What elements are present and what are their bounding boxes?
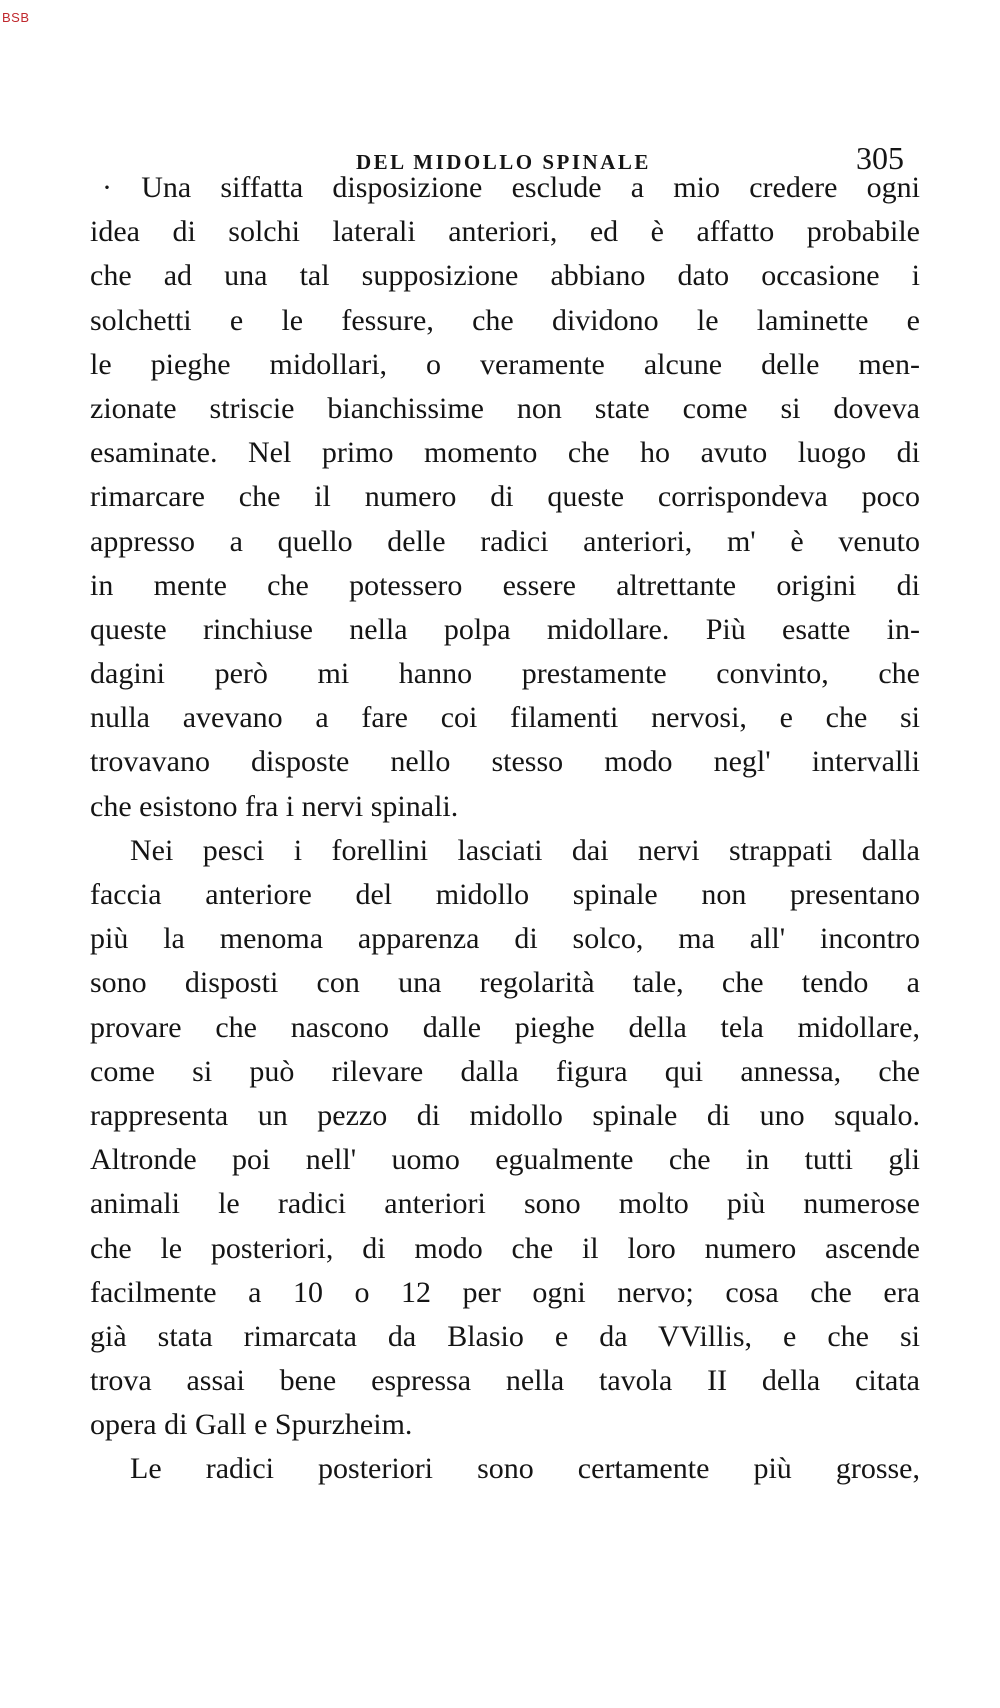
text-line: provare che nascono dalle pieghe della tela midollare, xyxy=(90,1010,920,1044)
text-line: esaminate. Nel primo momento che ho avuto luogo di xyxy=(90,436,920,470)
text-line: nulla avevano a fare coi filamenti nervosi, e che si xyxy=(90,701,920,735)
text-line: Nei pesci i forellini lasciati dai nervi strappati dalla xyxy=(130,833,920,867)
text-line: animali le radici anteriori sono molto più numerose xyxy=(90,1187,920,1221)
text-line: zionate striscie bianchissime non state come si doveva xyxy=(90,391,920,425)
text-line: Altronde poi nell' uomo egualmente che in tutti gli xyxy=(90,1143,920,1177)
text-line: in mente che potessero essere altrettante origini di xyxy=(90,568,920,602)
text-line: trova assai bene espressa nella tavola II della citata xyxy=(90,1364,920,1398)
text-line: facilmente a 10 o 12 per ogni nervo; cosa che era xyxy=(90,1275,920,1309)
paragraph-3 xyxy=(90,1447,920,1491)
text-line: appresso a quello delle radici anteriori, m' è venuto xyxy=(90,524,920,558)
body-text xyxy=(90,166,920,1492)
text-line: · Una siffatta disposizione esclude a mio credere ogni xyxy=(102,171,920,204)
text-line: rappresenta un pezzo di midollo spinale di uno squalo. xyxy=(90,1098,920,1132)
running-head: DEL MIDOLLO SPINALE xyxy=(356,150,651,174)
text-line: queste rinchiuse nella polpa midollare. Più esatte in- xyxy=(90,612,920,646)
page-number: 305 xyxy=(856,140,904,176)
text-line: idea di solchi laterali anteriori, ed è affatto probabile xyxy=(90,215,920,249)
text-line: solchetti e le fessure, che dividono le laminette e xyxy=(90,303,920,337)
text-line: opera di Gall e Spurzheim. xyxy=(90,1408,413,1442)
text-line: faccia anteriore del midollo spinale non presentano xyxy=(90,878,920,911)
text-line: che ad una tal supposizione abbiano dato occasione i xyxy=(90,259,920,293)
text-line: trovavano disposte nello stesso modo negl' intervalli xyxy=(90,745,920,779)
text-line: rimarcare che il numero di queste corrispondeva poco xyxy=(90,480,920,514)
text-line: le pieghe midollari, o veramente alcune delle men- xyxy=(90,347,920,381)
paragraph-1 xyxy=(90,166,920,829)
text-line: che le posteriori, di modo che il loro numero ascende xyxy=(90,1231,920,1265)
text-line: sono disposti con una regolarità tale, che tendo a xyxy=(90,966,920,1000)
text-line: che esistono fra i nervi spinali. xyxy=(90,789,459,823)
paragraph-2 xyxy=(90,829,920,1448)
text-line: già stata rimarcata da Blasio e da VVillis, e che si xyxy=(90,1319,920,1353)
text-line: più la menoma apparenza di solco, ma all' incontro xyxy=(90,922,920,956)
text-line: dagini però mi hanno prestamente convinto, che xyxy=(90,657,920,691)
text-line: Le radici posteriori sono certamente più grosse, xyxy=(130,1452,920,1486)
library-stamp: BSB xyxy=(2,10,30,25)
text-line: come si può rilevare dalla figura qui annessa, che xyxy=(90,1054,920,1088)
